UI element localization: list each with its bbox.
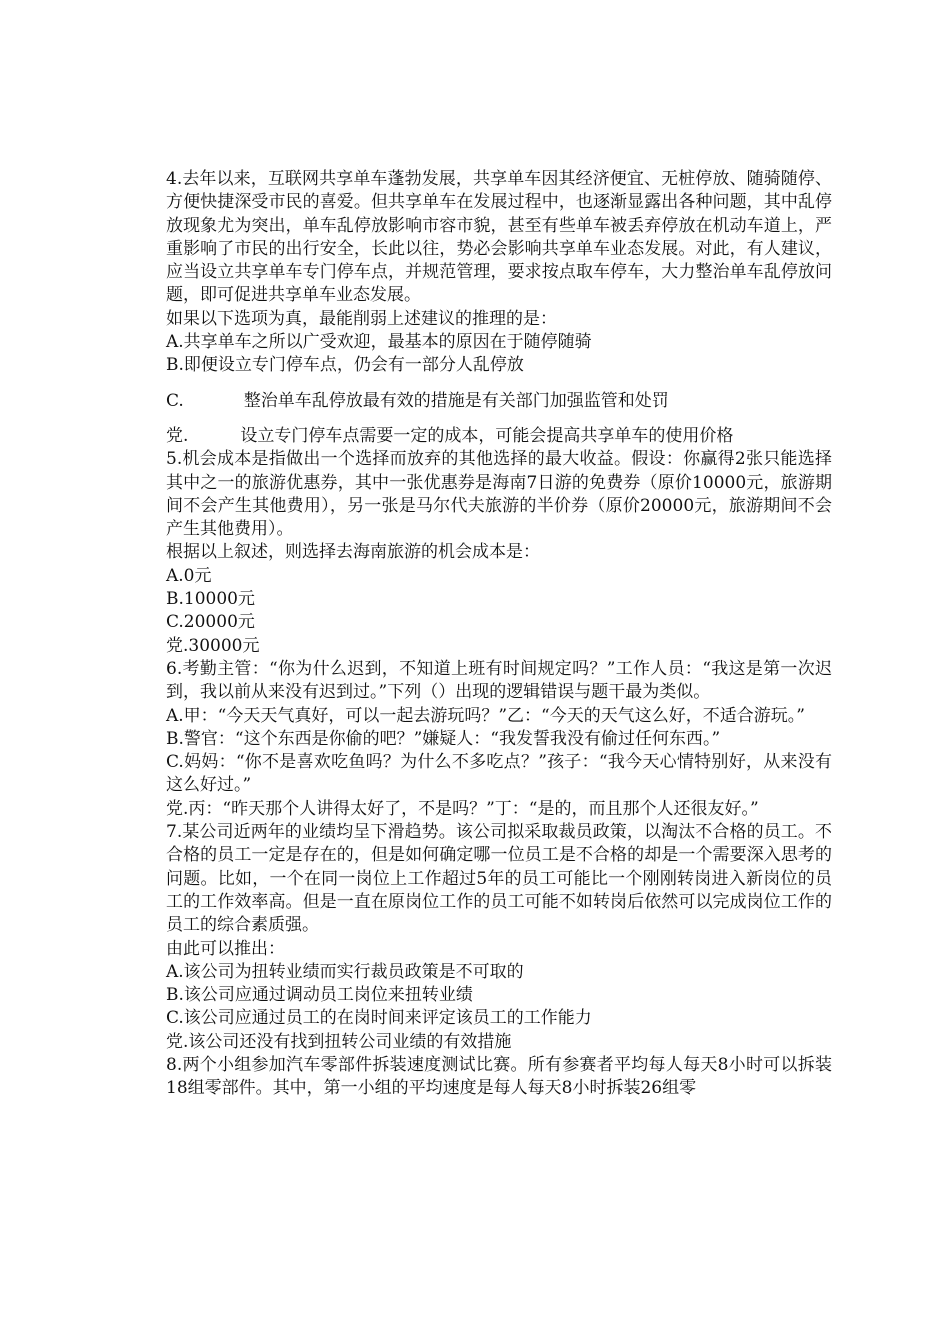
q4-stem: [166, 168, 832, 308]
document-page: [166, 168, 832, 1101]
q6-option-c: C.妈妈：“你不是喜欢吃鱼吗？为什么不多吃点？”孩子：“我今天心情特别好，从来没有这么好过。”: [166, 752, 832, 796]
q5-option-d: 党.30000元: [166, 635, 260, 656]
q8-stem: 8.两个小组参加汽车零部件拆装速度测试比赛。所有参赛者平均每人每天8小时可以拆装18组零部件。其中，第一小组的平均速度是每人每天8小时拆装26组零: [166, 1054, 832, 1099]
q4-option-d-text: 设立专门停车点需要一定的成本，可能会提高共享单车的使用价格: [240, 425, 734, 446]
q5-stem: 5.机会成本是指做出一个选择而放弃的其他选择的最大收益。假设：你赢得2张只能选择其中之一的旅游优惠券，其中一张优惠券是海南7日游的免费券（原价10000元，旅游期间不会产生其他费用），另一张是马尔代夫旅游的半价券（原价20000元，旅游期间不会产生其他费用）。: [166, 449, 832, 540]
q6-option-b: B.警官：“这个东西是你偷的吧？”嫌疑人：“我发誓我没有偷过任何东西。”: [166, 728, 721, 749]
q7-option-b: B.该公司应通过调动员工岗位来扭转业绩: [166, 985, 473, 1006]
q4-stem-text: 4.去年以来，互联网共享单车蓬勃发展，共享单车因其经济便宜、无桩停放、随骑随停、方便快捷深受市民的喜爱。但共享单车在发展过程中，也逐渐显露出各种问题，其中乱停放现象尤为突出，单车乱停放影响市容市貌，甚至有些单车被丢弃停放在机动车道上，严重影响了市民的出行安全，长此以往，势必会影响共享单车业态发展。对此，有人建议，应当设立共享单车专门停车点，并规范管理，要求按点取车停车，大力整治单车乱停放问题，即可促进共享单车业态发展。: [166, 169, 832, 306]
q5-option-b: B.10000元: [166, 589, 255, 610]
q7-option-c: C.该公司应通过员工的在岗时间来评定该员工的工作能力: [166, 1008, 592, 1029]
q7-question: 由此可以推出：: [166, 938, 285, 959]
q4-option-d: [166, 425, 832, 448]
q5-option-a: A.0元: [166, 565, 212, 586]
q7-option-a: A.该公司为扭转业绩而实行裁员政策是不可取的: [166, 961, 524, 982]
q4-option-c: [166, 390, 832, 413]
q6-option-d: 党.丙：“昨天那个人讲得太好了，不是吗？”丁：“是的，而且那个人还很友好。”: [166, 798, 759, 819]
q7-option-d: 党.该公司还没有找到扭转公司业绩的有效措施: [166, 1031, 512, 1052]
q5-question: 根据以上叙述，则选择去海南旅游的机会成本是：: [166, 542, 540, 563]
q6-option-a: A.甲：“今天天气真好，可以一起去游玩吗？”乙：“今天的天气这么好，不适合游玩。”: [166, 705, 805, 726]
q4-question: 如果以下选项为真，最能削弱上述建议的推理的是：: [166, 308, 557, 329]
q4-option-a: A.共享单车之所以广受欢迎，最基本的原因在于随停随骑: [166, 332, 592, 353]
q6-stem: 6.考勤主管：“你为什么迟到，不知道上班有时间规定吗？”工作人员：“我这是第一次迟到，我以前从来没有迟到过。”下列（）出现的逻辑错误与题干最为类似。: [166, 658, 832, 703]
q4-option-c-label: C.: [166, 390, 184, 411]
q4-option-b: B.即便设立专门停车点，仍会有一部分人乱停放: [166, 355, 524, 376]
q4-option-d-label: 党.: [166, 425, 189, 446]
q4-option-c-text: 整治单车乱停放最有效的措施是有关部门加强监管和处罚: [243, 390, 669, 411]
q7-stem: 7.某公司近两年的业绩均呈下滑趋势。该公司拟采取裁员政策，以淘汰不合格的员工。不合格的员工一定是存在的，但是如何确定哪一位员工是不合格的却是一个需要深入思考的问题。比如，一个在同一岗位上工作超过5年的员工可能比一个刚刚转岗进入新岗位的员工的工作效率高。但是一直在原岗位工作的员工可能不如转岗后依然可以完成岗位工作的员工的综合素质强。: [166, 822, 832, 936]
q5-option-c: C.20000元: [166, 612, 255, 633]
